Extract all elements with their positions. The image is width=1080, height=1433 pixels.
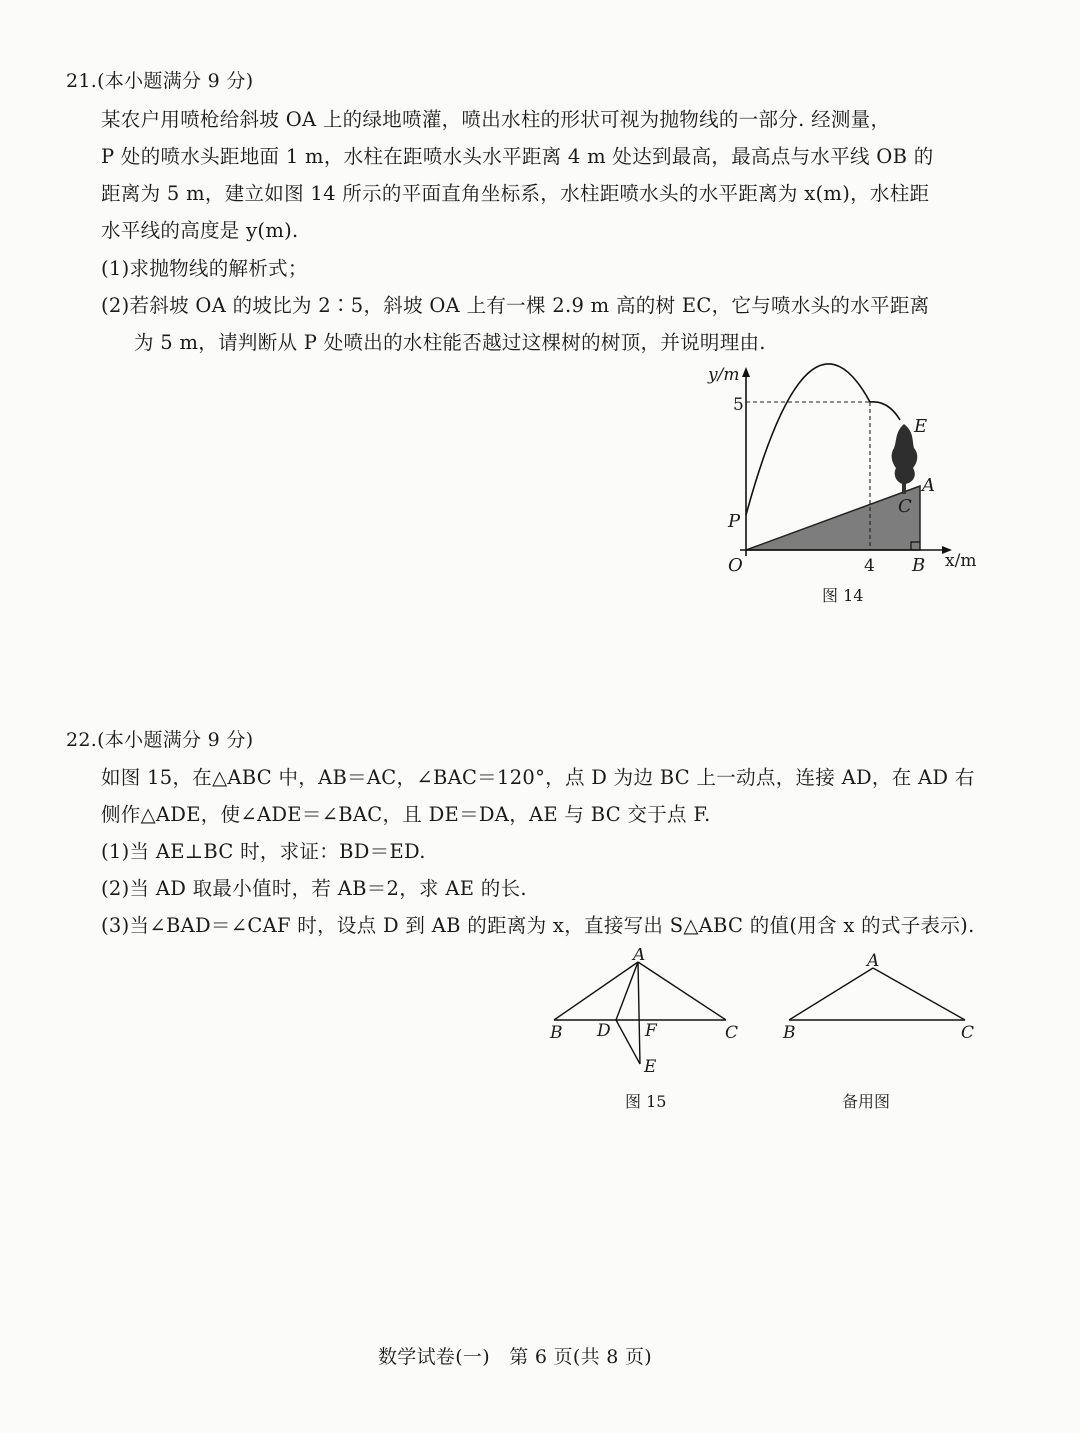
q21-line-3: 距离为 5 m，建立如图 14 所示的平面直角坐标系，水柱距喷水头的水平距离为 x(m)，水柱距 [101, 182, 930, 205]
segment-DE [616, 1020, 640, 1064]
point-C-label: C [898, 496, 912, 517]
q21-line-4: 水平线的高度是 y(m). [101, 219, 299, 242]
q21-header: 21.(本小题满分 9 分) [66, 70, 254, 92]
tick-4-label: 4 [864, 556, 875, 576]
spare-figure-caption: 备用图 [842, 1092, 891, 1111]
point-B-label: B [550, 1023, 563, 1043]
figure-14 [690, 360, 990, 580]
q21-line-1: 某农户用喷枪给斜坡 OA 上的绿地喷灌，喷出水柱的形状可视为抛物线的一部分. 经测量， [101, 108, 891, 131]
page-footer: 数学试卷(一) 第 6 页(共 8 页) [378, 1346, 652, 1368]
point-A-label: A [867, 951, 880, 971]
q22-line-2: 侧作△ADE，使∠ADE＝∠BAC，且 DE＝DA，AE 与 BC 交于点 F. [101, 803, 711, 826]
figure-15-caption: 图 15 [625, 1092, 667, 1111]
spare-figure [775, 948, 985, 1048]
segment-AC [873, 968, 965, 1020]
q21-line-2: P 处的喷水头距地面 1 m，水柱在距喷水头水平距离 4 m 处达到最高，最高点与水平线 OB 的 [101, 145, 934, 168]
point-B-label: B [783, 1023, 796, 1043]
point-B-label: B [912, 555, 926, 576]
q21-part-2-line-2: 为 5 m，请判断从 P 处喷出的水柱能否越过这棵树的树顶，并说明理由. [134, 331, 766, 354]
y-axis-label: y/m [708, 365, 740, 385]
segment-AE [638, 962, 640, 1064]
point-C-label: C [725, 1023, 739, 1043]
tick-5-label: 5 [733, 395, 744, 415]
water-parabola [746, 364, 900, 515]
q22-part-2: (2)当 AD 取最小值时，若 AB＝2，求 AE 的长. [101, 877, 527, 900]
point-F-label: F [645, 1021, 657, 1041]
q21-part-2-line-1: (2)若斜坡 OA 的坡比为 2∶5，斜坡 OA 上有一棵 2.9 m 高的树 EC，它与喷水头的水平距离 [101, 294, 930, 317]
segment-AB [554, 962, 638, 1020]
segment-AD [616, 962, 638, 1020]
segment-AC [638, 962, 726, 1020]
q22-part-1: (1)当 AE⊥BC 时，求证：BD＝ED. [101, 840, 426, 863]
point-D-label: D [597, 1021, 611, 1041]
q22-line-1: 如图 15，在△ABC 中，AB＝AC，∠BAC＝120°，点 D 为边 BC 上一动点，连接 AD，在 AD 右 [101, 766, 975, 789]
x-axis-label: x/m [945, 551, 977, 571]
point-E-label: E [914, 416, 928, 437]
q22-header: 22.(本小题满分 9 分) [66, 729, 254, 751]
point-A-label: A [633, 948, 646, 965]
point-C-label: C [961, 1023, 975, 1043]
slope-triangle [746, 486, 920, 550]
point-A-label: A [922, 475, 935, 496]
segment-AB [789, 968, 873, 1020]
y-axis-arrow [742, 367, 750, 377]
point-E-label: E [644, 1057, 657, 1077]
q21-part-1: (1)求抛物线的解析式； [101, 257, 308, 280]
figure-14-caption: 图 14 [822, 586, 864, 605]
point-O-label: O [728, 555, 743, 576]
figure-15 [540, 948, 750, 1078]
point-P-label: P [728, 511, 741, 532]
q22-part-3: (3)当∠BAD＝∠CAF 时，设点 D 到 AB 的距离为 x，直接写出 S△ABC 的值(用含 x 的式子表示). [101, 914, 975, 937]
